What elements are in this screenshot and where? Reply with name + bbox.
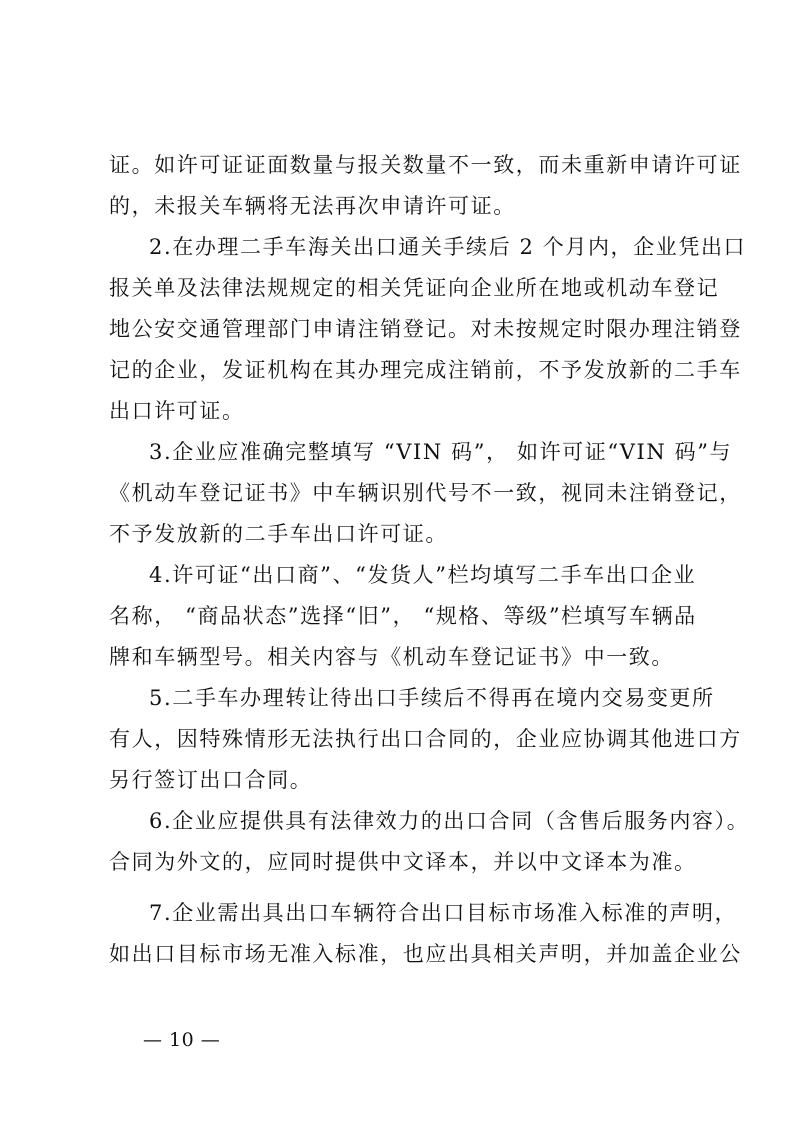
paragraph-line: 的，未报关车辆将无法再次申请许可证。 [109,194,516,218]
paragraph-line: 3.企业应准确完整填写 “VIN 码”， 如许可证“VIN 码”与 [149,440,733,464]
paragraph-line: 报关单及法律法规规定的相关凭证向企业所在地或机动车登记 [109,276,720,300]
paragraph-line: 牌和车辆型号。相关内容与《机动车登记证书》中一致。 [109,645,674,669]
paragraph-line: 《机动车登记证书》中车辆识别代号不一致，视同未注销登记， [109,481,742,505]
paragraph-line: 出口许可证。 [109,399,245,423]
paragraph-line: 有人，因特殊情形无法执行出口合同的，企业应协调其他进口方 [109,727,742,751]
paragraph-line: 6.企业应提供具有法律效力的出口合同（含售后服务内容）。 [149,809,750,833]
paragraph-line: 如出口目标市场无准入标准，也应出具相关声明，并加盖企业公 [109,942,742,966]
page-number: — 10 — [143,1029,221,1051]
paragraph-line: 合同为外文的，应同时提供中文译本，并以中文译本为准。 [109,850,697,874]
paragraph-line: 证。如许可证证面数量与报关数量不一致，而未重新申请许可证 [109,153,742,177]
paragraph-line: 记的企业，发证机构在其办理完成注销前，不予发放新的二手车 [109,358,742,382]
paragraph-line: 不予发放新的二手车出口许可证。 [109,522,448,546]
paragraph-line: 2.在办理二手车海关出口通关手续后 2 个月内，企业凭出口 [149,235,747,259]
paragraph-line: 5.二手车办理转让待出口手续后不得再在境内交易变更所 [149,686,715,710]
paragraph-line: 另行签订出口合同。 [109,768,313,792]
paragraph-line: 4.许可证“出口商”、“发货人”栏均填写二手车出口企业 [149,563,697,587]
paragraph-line: 7.企业需出具出口车辆符合出口目标市场准入标准的声明， [149,901,738,925]
paragraph-line: 地公安交通管理部门申请注销登记。对未按规定时限办理注销登 [109,317,742,341]
paragraph-line: 名称， “商品状态”选择“旧”， “规格、等级”栏填写车辆品 [109,604,697,628]
